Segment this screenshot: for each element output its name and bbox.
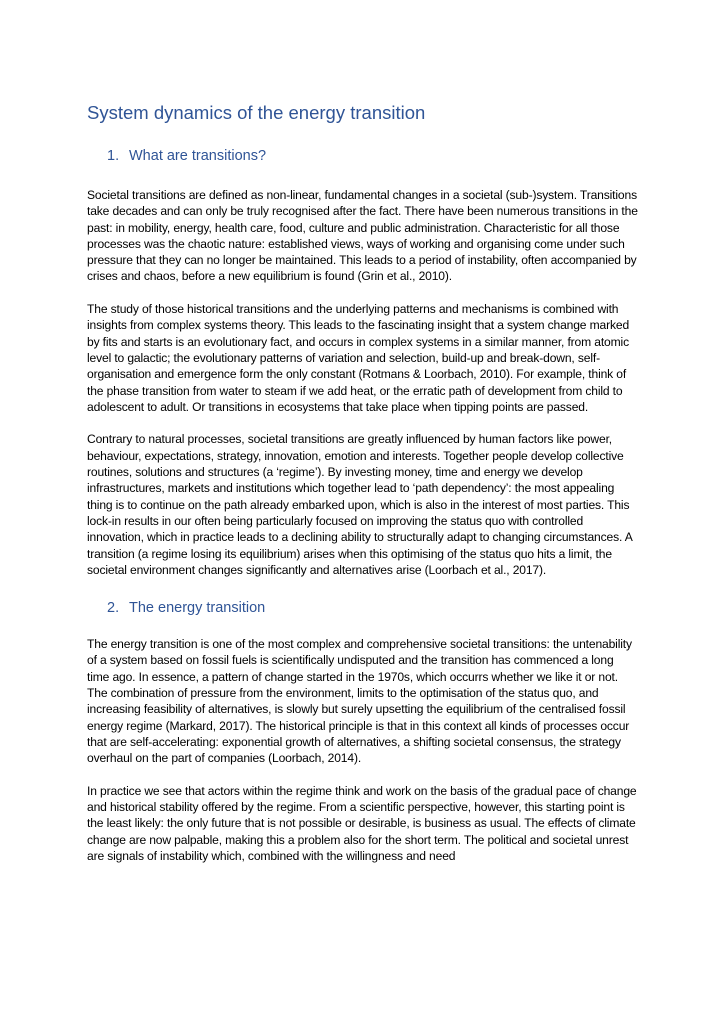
section-number-2: 2. xyxy=(107,600,120,617)
paragraph-1-3: Contrary to natural processes, societal transitions are greatly influenced by human factors like power, behaviour, expectations, strategy, innovation, emotion and interests. Together people develop collective routines, solutions and structures (a ‘regime’). By investing money, time and energy we develop infrastructures, markets and institutions which together lead to ‘path dependency’: the most appealing thing is to continue on the path already embarked upon, which is also in the interest of most parties. This lock-in results in our often being particularly focused on improving the status quo with controlled innovation, which in practice leads to a declining ability to structurally adapt to changing circumstances. A transition (a regime losing its equilibrium) arises when this optimising of the status quo hits a limit, the societal environment changes significantly and alternatives arise (Loorbach et al., 2017). xyxy=(87,432,632,577)
paragraph-2-1: The energy transition is one of the most complex and comprehensive societal transitions: the untenability of a system based on fossil fuels is scientifically undisputed and the transition has commenced a long time ago. In essence, a pattern of change started in the 1970s, which occurrs whether we like it or not. The combination of pressure from the environment, limits to the optimisation of the status quo, and increasing feasibility of alternatives, is slowly but surely upsetting the equilibrium of the centralised fossil energy regime (Markard, 2017). The historical principle is that in this context all kinds of processes occur that are self-accelerating: exponential growth of alternatives, a shifting societal consensus, the strategy overhaul on the part of companies (Loorbach, 2014). xyxy=(87,637,632,766)
paragraph-1-2: The study of those historical transitions and the underlying patterns and mechanisms is combined with insights from complex systems theory. This leads to the fascinating insight that a system change marked by fits and starts is an evolutionary fact, and occurs in complex systems in a similar manner, from atomic level to galactic; the evolutionary patterns of variation and selection, build-up and break-down, self-organisation and emergence form the only constant (Rotmans & Loorbach, 2010). For example, think of the phase transition from water to steam if we add heat, or the erratic path of development from child to adolescent to adult. Or transitions in ecosystems that take place when tipping points are passed. xyxy=(87,302,630,414)
document-title: System dynamics of the energy transition xyxy=(87,102,426,123)
section-number-1: 1. xyxy=(107,148,120,164)
paragraph-2-2: In practice we see that actors within the regime think and work on the basis of the gradual pace of change and historical stability offered by the regime. From a scientific perspective, however, this starting point is the least likely: the only future that is not possible or desirable, is business as usual. The effects of climate change are now palpable, making this a problem also for the short term. The political and societal unrest are signals of instability which, combined with the willingness and need xyxy=(87,783,637,863)
section-heading-2 xyxy=(87,598,638,618)
section-heading-1 xyxy=(87,146,638,166)
section-title-2: The energy transition xyxy=(129,600,266,617)
section-title-1: What are transitions? xyxy=(129,148,267,164)
paragraph-1-1: Societal transitions are defined as non-linear, fundamental changes in a societal (sub-)system. Transitions take decades and can only be truly recognised after the fact. There have been numerous transitions in the past: in mobility, energy, health care, food, culture and public administration. Characteristic for all those processes was the chaotic nature: established views, ways of working and organising come under such pressure that they can no longer be maintained. This leads to a period of instability, often accompanied by crises and chaos, before a new equilibrium is found (Grin et al., 2010). xyxy=(87,188,638,284)
